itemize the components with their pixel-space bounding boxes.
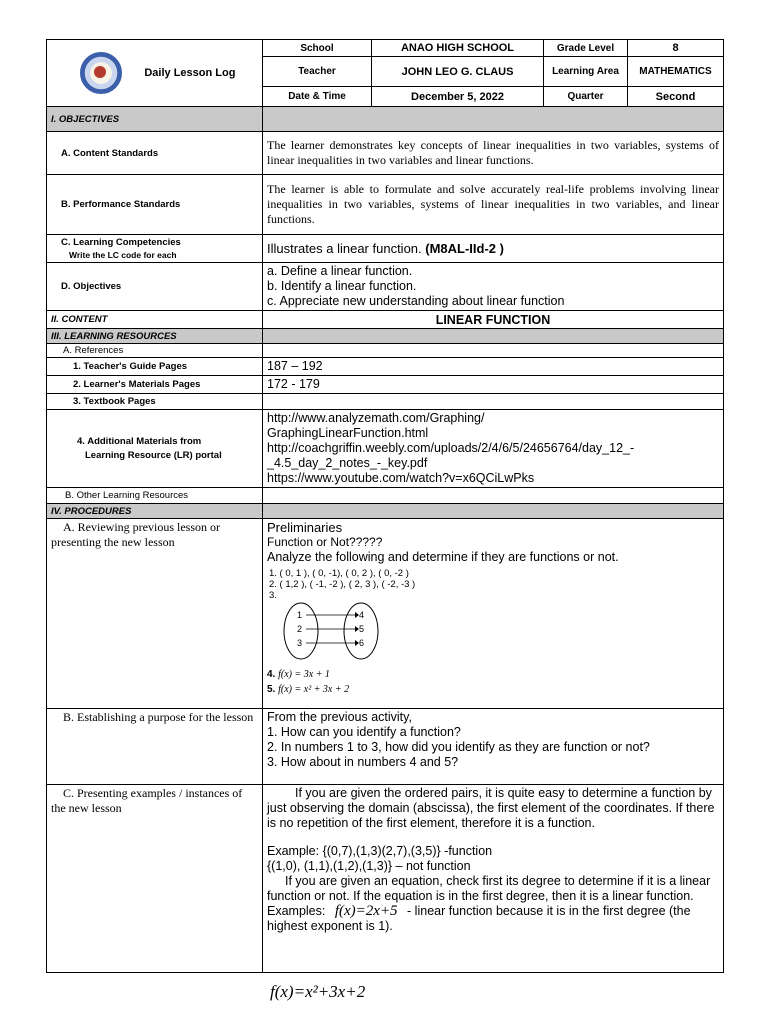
quarter-label: Quarter xyxy=(544,87,628,107)
map-left-3: 3 xyxy=(297,638,303,648)
proc-c-ex2: {(1,0), (1,1),(1,2),(1,3)} – not function xyxy=(267,859,471,873)
proc-b-line4: 3. How about in numbers 4 and 5? xyxy=(267,755,459,769)
performance-standards-text: The learner is able to formulate and solve accurately real-life problems involving linear inequalities in two variables, systems of linear inequalities in two variables, and linear functions. xyxy=(263,175,724,235)
map-right-3: 6 xyxy=(359,638,365,648)
proc-b-line3: 2. In numbers 1 to 3, how did you identify as they are function or not? xyxy=(267,740,650,754)
additional-label-2: Learning Resource (LR) portal xyxy=(85,449,222,461)
additional-links xyxy=(263,410,724,488)
examples-label: Examples: xyxy=(267,904,326,918)
additional-materials-label xyxy=(47,410,263,488)
teacher-label: Teacher xyxy=(263,57,372,87)
proc-c-content xyxy=(263,785,724,973)
area-label: Learning Area xyxy=(544,57,628,87)
teacher-value: JOHN LEO G. CLAUS xyxy=(372,57,544,87)
objective-b: b. Identify a linear function. xyxy=(267,279,417,293)
proc-a-label-text: A. Reviewing previous lesson or presenting the new lesson xyxy=(51,520,220,549)
proc-b-line1: From the previous activity, xyxy=(267,710,412,724)
date-value: December 5, 2022 xyxy=(372,87,544,107)
grade-value: 8 xyxy=(628,40,724,57)
formula-quadratic-text: f(x)=x²+3x+2 xyxy=(270,982,366,1001)
proc-c-ex1: Example: {(0,7),(1,3)(2,7),(3,5)} -function xyxy=(267,844,493,858)
tb-label: 3. Textbook Pages xyxy=(47,394,263,410)
content-value: LINEAR FUNCTION xyxy=(263,311,724,329)
logo-title-cell xyxy=(47,40,263,107)
procedures-heading: IV. PROCEDURES xyxy=(47,504,263,519)
daily-lesson-log xyxy=(46,39,723,973)
link-coachgriffin-1[interactable]: http://coachgriffin.weebly.com/uploads/2/4/6/5/24656764/day_12_- xyxy=(267,441,635,455)
competency-label: C. Learning Competencies xyxy=(61,236,181,248)
deped-seal-icon xyxy=(80,52,122,94)
proc-b-line2: 1. How can you identify a function? xyxy=(267,725,461,739)
body-table xyxy=(46,106,724,973)
dll-title: Daily Lesson Log xyxy=(144,67,236,79)
proc-b-content xyxy=(263,709,724,785)
proc-a-item5 xyxy=(267,682,719,697)
link-coachgriffin-2[interactable]: _4.5_day_2_notes_-_key.pdf xyxy=(267,456,428,470)
competency-code: (M8AL-IId-2 ) xyxy=(425,241,504,256)
objectives-list xyxy=(263,263,724,311)
proc-c-para1: If you are given the ordered pairs, it is quite easy to determine a function by just observing the domain (abscissa), the first element of the coordinates. If there is no repetition of the first element, therefore it is a function. xyxy=(267,786,715,830)
competency-text: Illustrates a linear function. xyxy=(267,241,422,256)
competency-label-cell xyxy=(47,235,263,263)
date-label: Date & Time xyxy=(263,87,372,107)
proc-a-item3: 3. xyxy=(269,590,277,601)
tg-label: 1. Teacher's Guide Pages xyxy=(47,358,263,376)
additional-label-1: 4. Additional Materials from xyxy=(77,435,202,447)
proc-c-para2: If you are given an equation, check first its degree to determine if it is a linear function or not. If the equation is in the first degree, then it is a linear function. xyxy=(267,874,711,903)
objectives-label: D. Objectives xyxy=(47,263,263,311)
content-heading: II. CONTENT xyxy=(47,311,263,329)
link-analyzemath-1[interactable]: http://www.analyzemath.com/Graphing/ xyxy=(267,411,485,425)
other-resources-label: B. Other Learning Resources xyxy=(47,488,263,504)
proc-a-item4 xyxy=(267,667,719,682)
proc-b-label xyxy=(47,709,263,785)
performance-standards-label: B. Performance Standards xyxy=(47,175,263,235)
map-left-2: 2 xyxy=(297,624,303,634)
proc-a-content xyxy=(263,519,724,709)
proc-c-label-text: C. Presenting examples / instances of the new lesson xyxy=(51,786,243,815)
school-label: School xyxy=(263,40,372,57)
objectives-heading: I. OBJECTIVES xyxy=(47,107,263,132)
lm-value: 172 - 179 xyxy=(263,376,724,394)
grade-label: Grade Level xyxy=(544,40,628,57)
references-label: A. References xyxy=(47,344,263,358)
link-youtube[interactable]: https://www.youtube.com/watch?v=x6QCiLwPks xyxy=(267,471,535,485)
area-value: MATHEMATICS xyxy=(628,57,724,87)
tg-value: 187 – 192 xyxy=(263,358,724,376)
mapping-diagram xyxy=(281,601,391,663)
proc-a-item2: 2. ( 1,2 ), ( -1, -2 ), ( 2, 3 ), ( -2, -3 ) xyxy=(269,579,416,590)
map-right-1: 4 xyxy=(359,610,365,620)
proc-a-line1: Preliminaries xyxy=(267,520,343,535)
formula-linear: f(x)=2x+5 xyxy=(334,903,398,919)
content-standards-label: A. Content Standards xyxy=(47,132,263,175)
objective-c: c. Appreciate new understanding about linear function xyxy=(267,294,565,308)
item5-num: 5. xyxy=(267,684,276,695)
school-value: ANAO HIGH SCHOOL xyxy=(372,40,544,57)
objective-a: a. Define a linear function. xyxy=(267,264,413,278)
item4-formula: f(x) = 3x + 1 xyxy=(278,669,330,680)
lm-label: 2. Learner's Materials Pages xyxy=(47,376,263,394)
competency-cell xyxy=(263,235,724,263)
header-table xyxy=(46,39,724,107)
formula-quadratic xyxy=(270,982,365,1002)
proc-a-line2: Function or Not????? xyxy=(267,535,383,549)
competency-sub: Write the LC code for each xyxy=(69,249,177,260)
proc-c-examples xyxy=(267,904,719,934)
map-left-1: 1 xyxy=(297,610,303,620)
item4-num: 4. xyxy=(267,669,276,680)
proc-a-label xyxy=(47,519,263,709)
item5-formula: f(x) = x² + 3x + 2 xyxy=(278,684,350,695)
formula-linear-note: - linear function because it is in the first degree (the highest exponent is 1). xyxy=(267,904,691,933)
map-right-2: 5 xyxy=(359,624,365,634)
proc-c-label xyxy=(47,785,263,973)
quarter-value: Second xyxy=(628,87,724,107)
content-standards-text: The learner demonstrates key concepts of linear inequalities in two variables, systems of linear inequalities in two variables and linear functions. xyxy=(263,132,724,175)
resources-heading: III. LEARNING RESOURCES xyxy=(47,329,263,344)
proc-b-label-text: B. Establishing a purpose for the lesson xyxy=(63,710,254,724)
link-analyzemath-2[interactable]: GraphingLinearFunction.html xyxy=(267,426,429,440)
proc-a-line3: Analyze the following and determine if they are functions or not. xyxy=(267,550,619,564)
proc-a-item1: 1. ( 0, 1 ), ( 0, -1), ( 0, 2 ), ( 0, -2 ) xyxy=(269,568,409,579)
